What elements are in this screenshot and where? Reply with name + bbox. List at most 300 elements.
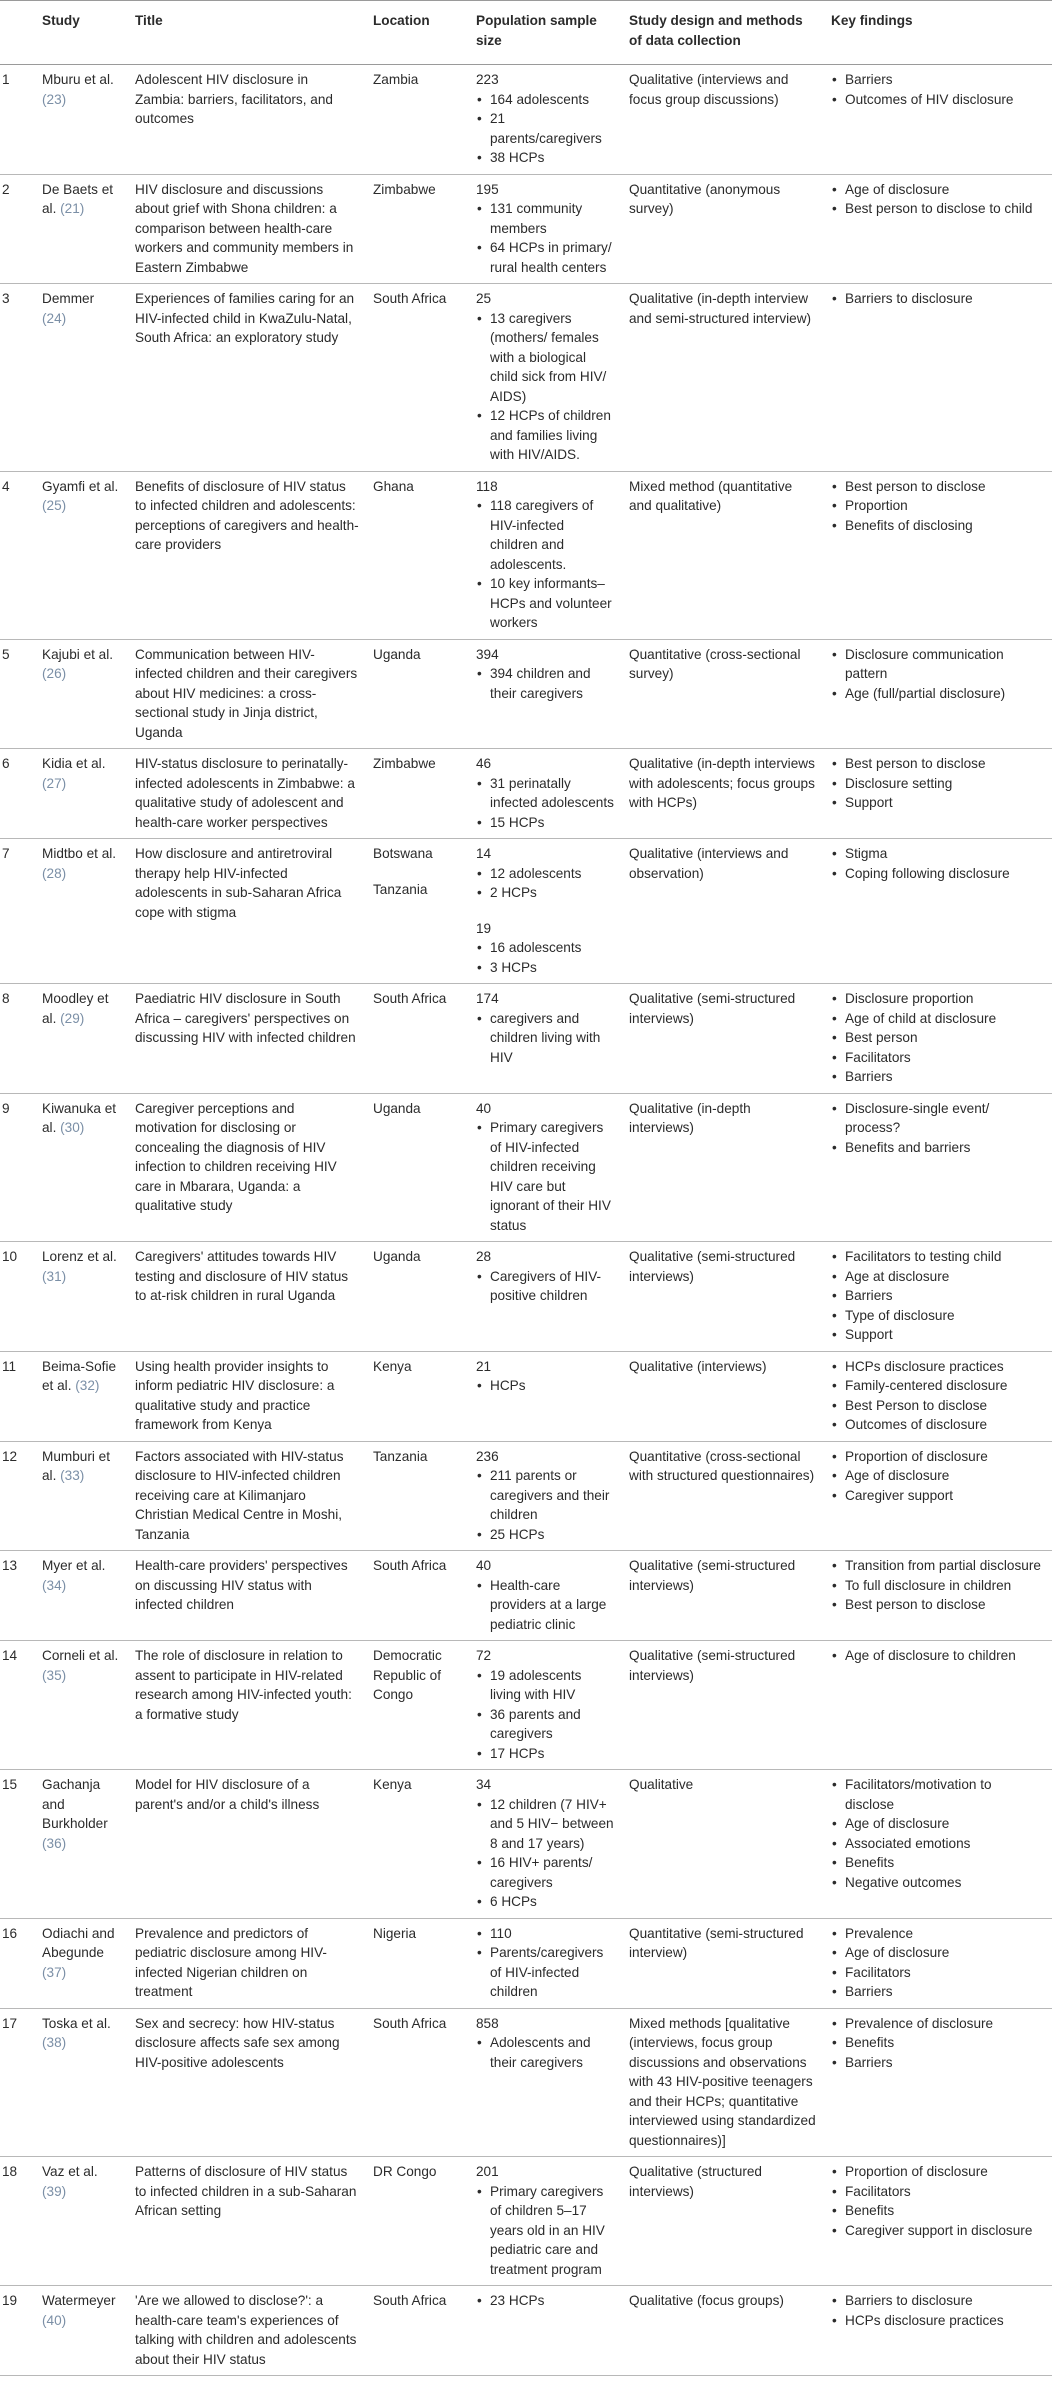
table-row (0, 839, 1052, 984)
population-block (476, 1775, 615, 1912)
study-design: Qualitative (semi-structured interviews) (623, 1242, 825, 1352)
location-name: Ghana (373, 478, 414, 494)
list-item: • 23 HCPs (490, 2291, 615, 2311)
study-design: Qualitative (semi-structured interviews) (623, 1641, 825, 1770)
author-name: Beima-Sofie et al. (42, 1358, 117, 1393)
findings-list (831, 1646, 1044, 1666)
study-location (367, 2008, 470, 2157)
location-name: South Africa (373, 1558, 447, 1573)
population-block (476, 2291, 615, 2311)
location-name: South Africa (373, 2015, 447, 2031)
header-title: Title (129, 1, 367, 65)
study-population (470, 1551, 623, 1641)
table-row (0, 639, 1052, 749)
findings-list (831, 1447, 1044, 1506)
table-row (0, 1770, 1052, 1919)
population-total: 19 (476, 920, 492, 936)
study-number: 15 (0, 1770, 36, 1919)
list-item: • Benefits of disclosing (845, 516, 1044, 536)
study-design: Qualitative (structured interviews) (623, 2157, 825, 2286)
list-item: • Family-centered disclosure (845, 1376, 1044, 1396)
study-population (470, 2286, 623, 2376)
list-item: • 31 perinatally infected adolescents (490, 774, 615, 813)
reference-link: (39) (42, 2183, 67, 2199)
reference-link: (38) (42, 2035, 67, 2050)
list-item: • 16 adolescents (490, 938, 615, 958)
study-location (367, 284, 470, 472)
table-body (0, 65, 1052, 2376)
list-item: • Age of disclosure (845, 1943, 1044, 1963)
list-item: • Support (845, 793, 1044, 813)
list-item: • Barriers (845, 2053, 1044, 2073)
study-author (36, 174, 129, 284)
study-population (470, 1242, 623, 1352)
study-population (470, 1770, 623, 1919)
author-name: Midtbo et al. (42, 846, 117, 861)
author-name: Mumburi et al. (42, 1448, 110, 1483)
study-location (367, 65, 470, 175)
findings-list (831, 1357, 1044, 1435)
list-item: • 164 adolescents (490, 90, 615, 110)
study-author (36, 984, 129, 1094)
key-findings (825, 984, 1052, 1094)
key-findings (825, 839, 1052, 984)
study-author (36, 749, 129, 839)
reference-link: (35) (42, 1667, 67, 1683)
list-item: • Proportion of disclosure (845, 2162, 1044, 2182)
list-item: • Type of disclosure (845, 1306, 1044, 1326)
reference-link: (25) (42, 498, 67, 513)
study-number: 5 (0, 639, 36, 749)
list-item: • Facilitators (845, 2182, 1044, 2202)
list-item: • 21 parents/caregivers (490, 109, 615, 148)
location-name: Tanzania (373, 881, 428, 897)
reference-link: (32) (75, 1378, 100, 1393)
list-item: • 16 HIV+ parents/ caregivers (490, 1853, 615, 1892)
population-block (476, 1357, 615, 1396)
location-name: Tanzania (373, 1448, 428, 1464)
key-findings (825, 65, 1052, 175)
study-number: 2 (0, 174, 36, 284)
list-item: • 2 HCPs (490, 883, 615, 903)
study-author (36, 639, 129, 749)
population-block (476, 1924, 615, 2002)
location-name: Zambia (373, 72, 419, 87)
population-list (476, 864, 615, 903)
list-item: • Age of disclosure (845, 1466, 1044, 1486)
key-findings (825, 1770, 1052, 1919)
author-name: Gachanja and Burkholder (42, 1777, 108, 1831)
study-number: 1 (0, 65, 36, 175)
list-item: • Caregiver support (845, 1486, 1044, 1506)
study-number: 18 (0, 2157, 36, 2286)
table-row (0, 984, 1052, 1094)
list-item: • Barriers (845, 1067, 1044, 1087)
list-item: • Associated emotions (845, 1834, 1044, 1854)
study-design: Mixed methods [qualitative (interviews, focus group discussions and observations with 43 HIV-positive teenagers and their HCPs; quantitative interviewed using standardized questionnaires)] (623, 2008, 825, 2157)
location-name: Uganda (373, 1100, 421, 1116)
location-name: Zimbabwe (373, 181, 436, 197)
study-population (470, 65, 623, 175)
study-author (36, 2157, 129, 2286)
list-item: • Barriers to disclosure (845, 2291, 1044, 2311)
list-item: • Barriers (845, 1982, 1044, 2002)
findings-list (831, 754, 1044, 813)
study-title: Health-care providers' perspectives on discussing HIV status with infected children (129, 1551, 367, 1641)
population-block (476, 289, 615, 465)
list-item: • Proportion of disclosure (845, 1447, 1044, 1467)
population-list (476, 1009, 615, 1068)
population-block (476, 844, 615, 903)
author-name: Lorenz et al. (42, 1249, 117, 1264)
table-header-row (0, 1, 1052, 65)
study-title: Sex and secrecy: how HIV-status disclosure affects safe sex among HIV-positive adolescents (129, 2008, 367, 2157)
study-location (367, 1770, 470, 1919)
study-title: 'Are we allowed to disclose?': a health-care team's experiences of talking with children and adolescents about their HIV status (129, 2286, 367, 2376)
list-item: • HCPs (490, 1376, 615, 1396)
list-item: • Barriers (845, 1286, 1044, 1306)
population-block (476, 1247, 615, 1306)
population-block (476, 1099, 615, 1236)
list-item: • Primary caregivers of HIV-infected children receiving HIV care but ignorant of their HIV status (490, 1118, 615, 1235)
study-author (36, 1093, 129, 1242)
study-number: 13 (0, 1551, 36, 1641)
study-location (367, 1641, 470, 1770)
table-row (0, 471, 1052, 639)
population-total: 25 (476, 291, 492, 306)
list-item: • 6 HCPs (490, 1892, 615, 1912)
list-item: • 64 HCPs in primary/ rural health centers (490, 238, 615, 277)
study-design: Qualitative (semi-structured interviews) (623, 984, 825, 1094)
findings-list (831, 1556, 1044, 1615)
population-total: 223 (476, 72, 499, 87)
study-design: Qualitative (interviews) (623, 1351, 825, 1441)
study-title: Communication between HIV-infected children and their caregivers about HIV medicines: a cross-sectional study in Jinja district, Uganda (129, 639, 367, 749)
list-item: • 12 adolescents (490, 864, 615, 884)
key-findings (825, 2286, 1052, 2376)
list-item: • HCPs disclosure practices (845, 1357, 1044, 1377)
table-row (0, 65, 1052, 175)
key-findings (825, 174, 1052, 284)
header-findings: Key findings (825, 1, 1052, 65)
list-item: • Support (845, 1325, 1044, 1345)
table-row (0, 2286, 1052, 2376)
table-row (0, 1918, 1052, 2008)
location-name: Zimbabwe (373, 756, 436, 771)
reference-link: (30) (60, 1120, 85, 1135)
list-item: • 25 HCPs (490, 1525, 615, 1545)
study-title: Model for HIV disclosure of a parent's and/or a child's illness (129, 1770, 367, 1919)
key-findings (825, 1242, 1052, 1352)
study-number: 7 (0, 839, 36, 984)
location-name: Kenya (373, 1777, 412, 1792)
population-list (476, 1267, 615, 1306)
study-number: 11 (0, 1351, 36, 1441)
list-item: • Benefits (845, 2033, 1044, 2053)
key-findings (825, 1551, 1052, 1641)
study-population (470, 284, 623, 472)
population-block (476, 1447, 615, 1545)
reference-link: (21) (60, 201, 85, 216)
study-location (367, 1441, 470, 1551)
list-item: • Best Person to disclose (845, 1396, 1044, 1416)
list-item: • Best person to disclose (845, 754, 1044, 774)
population-block (476, 919, 615, 978)
population-list (476, 309, 615, 465)
key-findings (825, 749, 1052, 839)
study-design: Quantitative (anonymous survey) (623, 174, 825, 284)
header-location: Location (367, 1, 470, 65)
list-item: • 110 (490, 1924, 615, 1944)
location-name: South Africa (373, 2293, 447, 2308)
study-number: 9 (0, 1093, 36, 1242)
findings-list (831, 844, 1044, 883)
list-item: • To full disclosure in children (845, 1576, 1044, 1596)
key-findings (825, 2008, 1052, 2157)
study-design: Qualitative (focus groups) (623, 2286, 825, 2376)
population-total: 14 (476, 846, 492, 861)
study-population (470, 1351, 623, 1441)
list-item: • Prevalence of disclosure (845, 2014, 1044, 2034)
list-item: • Facilitators to testing child (845, 1247, 1044, 1267)
study-population (470, 2157, 623, 2286)
study-design: Quantitative (cross-sectional survey) (623, 639, 825, 749)
population-total: 72 (476, 1648, 492, 1663)
table-row (0, 284, 1052, 472)
study-number: 4 (0, 471, 36, 639)
study-design: Qualitative (semi-structured interviews) (623, 1551, 825, 1641)
study-author (36, 1551, 129, 1641)
population-list (476, 90, 615, 168)
list-item: • Outcomes of disclosure (845, 1415, 1044, 1435)
list-item: • Parents/caregivers of HIV-infected children (490, 1943, 615, 2002)
header-design: Study design and methods of data collection (623, 1, 825, 65)
study-title: HIV-status disclosure to perinatally-infected adolescents in Zimbabwe: a qualitative study of adolescent and health-care worker perspectives (129, 749, 367, 839)
population-total: 28 (476, 1249, 492, 1264)
list-item: • HCPs disclosure practices (845, 2311, 1044, 2331)
study-author (36, 471, 129, 639)
location-name: Kenya (373, 1358, 412, 1374)
findings-list (831, 180, 1044, 219)
list-item: • Facilitators (845, 1048, 1044, 1068)
study-design: Mixed method (quantitative and qualitative) (623, 471, 825, 639)
study-title: The role of disclosure in relation to assent to participate in HIV-related research among HIV-infected youth: a formative study (129, 1641, 367, 1770)
findings-list (831, 989, 1044, 1087)
population-block (476, 70, 615, 168)
reference-link: (28) (42, 865, 67, 881)
list-item: • caregivers and children living with HIV (490, 1009, 615, 1068)
list-item: • Disclosure proportion (845, 989, 1044, 1009)
population-list (476, 2182, 615, 2280)
study-location (367, 2157, 470, 2286)
study-title: Caregiver perceptions and motivation for disclosing or concealing the diagnosis of HIV infection to children receiving HIV care in Mbarara, Uganda: a qualitative study (129, 1093, 367, 1242)
study-author (36, 1242, 129, 1352)
study-number: 3 (0, 284, 36, 472)
list-item: • Negative outcomes (845, 1873, 1044, 1893)
population-block (476, 754, 615, 832)
table-row (0, 2157, 1052, 2286)
findings-list (831, 1924, 1044, 2002)
study-location (367, 1093, 470, 1242)
list-item: • Adolescents and their caregivers (490, 2033, 615, 2072)
author-name: Kajubi et al. (42, 646, 114, 662)
study-location (367, 749, 470, 839)
author-name: Gyamfi et al. (42, 478, 119, 494)
reference-link: (37) (42, 1964, 67, 1980)
reference-link: (26) (42, 666, 67, 681)
study-design: Qualitative (623, 1770, 825, 1919)
list-item: • Outcomes of HIV disclosure (845, 90, 1044, 110)
population-total: 858 (476, 2015, 499, 2031)
location-name: Botswana (373, 846, 433, 861)
population-list (476, 1466, 615, 1544)
reference-link: (40) (42, 2312, 67, 2328)
findings-list (831, 1247, 1044, 1345)
key-findings (825, 471, 1052, 639)
reference-link: (29) (60, 1010, 85, 1026)
list-item: • 131 community members (490, 199, 615, 238)
reference-link: (27) (42, 775, 67, 791)
location-name: DR Congo (373, 2164, 437, 2179)
study-population (470, 1441, 623, 1551)
author-name: Mburu et al. (42, 72, 114, 87)
list-item: • Benefits (845, 1853, 1044, 1873)
list-item: • Benefits and barriers (845, 1138, 1044, 1158)
study-design: Qualitative (interviews and focus group discussions) (623, 65, 825, 175)
study-location (367, 1918, 470, 2008)
population-block (476, 2014, 615, 2073)
study-author (36, 1351, 129, 1441)
study-number: 16 (0, 1918, 36, 2008)
table-row (0, 1641, 1052, 1770)
table-row (0, 1551, 1052, 1641)
list-item: • 3 HCPs (490, 958, 615, 978)
location-name: South Africa (373, 291, 447, 306)
key-findings (825, 284, 1052, 472)
author-name: Moodley et al. (42, 991, 109, 1026)
findings-list (831, 645, 1044, 704)
list-item: • Best person to disclose (845, 477, 1044, 497)
list-item: • Best person to disclose (845, 1595, 1044, 1615)
list-item: • 13 caregivers (mothers/ females with a biological child sick from HIV/ AIDS) (490, 309, 615, 407)
study-design: Quantitative (semi-structured interview) (623, 1918, 825, 2008)
author-name: Odiachi and Abegunde (42, 1925, 115, 1960)
findings-list (831, 70, 1044, 109)
population-block (476, 2162, 615, 2279)
table-row (0, 1441, 1052, 1551)
list-item: • Disclosure setting (845, 774, 1044, 794)
list-item: • 12 children (7 HIV+ and 5 HIV− between 8 and 17 years) (490, 1795, 615, 1854)
study-title: Using health provider insights to inform pediatric HIV disclosure: a qualitative study and practice framework from Kenya (129, 1351, 367, 1441)
author-name: Demmer (42, 291, 95, 306)
study-location (367, 1551, 470, 1641)
list-item: • 10 key informants– HCPs and volunteer workers (490, 574, 615, 633)
study-number: 19 (0, 2286, 36, 2376)
author-name: Myer et al. (42, 1558, 106, 1573)
list-item: • Stigma (845, 844, 1044, 864)
study-location (367, 1242, 470, 1352)
study-location (367, 984, 470, 1094)
study-design: Qualitative (in-depth interviews) (623, 1093, 825, 1242)
population-total: 40 (476, 1558, 492, 1573)
author-name: Kiwanuka et al. (42, 1100, 117, 1135)
table-row (0, 1242, 1052, 1352)
author-name: Watermeyer (42, 2293, 116, 2308)
population-list (476, 1666, 615, 1764)
findings-list (831, 289, 1044, 309)
location-name: Uganda (373, 646, 421, 662)
reference-link: (31) (42, 1268, 67, 1284)
population-block (476, 1556, 615, 1634)
study-population (470, 1093, 623, 1242)
study-title: Benefits of disclosure of HIV status to infected children and adolescents: perceptions of caregivers and health-care providers (129, 471, 367, 639)
list-item: • Transition from partial disclosure (845, 1556, 1044, 1576)
location-name: Democratic Republic of Congo (373, 1648, 442, 1702)
location-name: South Africa (373, 991, 447, 1006)
population-list (476, 774, 615, 833)
header-num (0, 1, 36, 65)
study-title: Caregivers' attitudes towards HIV testing and disclosure of HIV status to at-risk children in rural Uganda (129, 1242, 367, 1352)
population-list (476, 1118, 615, 1235)
location-name: Uganda (373, 1249, 421, 1264)
list-item: • Age of disclosure to children (845, 1646, 1044, 1666)
list-item: • 118 caregivers of HIV-infected children and adolescents. (490, 496, 615, 574)
reference-link: (36) (42, 1835, 67, 1851)
findings-list (831, 2014, 1044, 2073)
list-item: • 17 HCPs (490, 1744, 615, 1764)
key-findings (825, 639, 1052, 749)
study-number: 8 (0, 984, 36, 1094)
population-list (476, 2033, 615, 2072)
study-design: Qualitative (interviews and observation) (623, 839, 825, 984)
key-findings (825, 1918, 1052, 2008)
population-list (476, 664, 615, 703)
study-number: 12 (0, 1441, 36, 1551)
population-list (476, 1795, 615, 1912)
list-item: • Facilitators/motivation to disclose (845, 1775, 1044, 1814)
key-findings (825, 1093, 1052, 1242)
reference-link: (34) (42, 1577, 67, 1593)
list-item: • Age at disclosure (845, 1267, 1044, 1287)
list-item: • Disclosure communication pattern (845, 645, 1044, 684)
reference-link: (24) (42, 310, 67, 326)
study-title: Prevalence and predictors of pediatric disclosure among HIV-infected Nigerian children on treatment (129, 1918, 367, 2008)
study-author (36, 65, 129, 175)
population-block (476, 989, 615, 1067)
table-row (0, 1351, 1052, 1441)
reference-link: (33) (60, 1468, 85, 1483)
study-location (367, 639, 470, 749)
population-total: 174 (476, 991, 499, 1006)
list-item: • Benefits (845, 2201, 1044, 2221)
table-row (0, 749, 1052, 839)
study-number: 10 (0, 1242, 36, 1352)
study-design: Qualitative (in-depth interview and semi-structured interview) (623, 284, 825, 472)
study-location (367, 2286, 470, 2376)
findings-list (831, 2162, 1044, 2240)
key-findings (825, 1641, 1052, 1770)
list-item: • 211 parents or caregivers and their children (490, 1466, 615, 1525)
list-item: • Health-care providers at a large pediatric clinic (490, 1576, 615, 1635)
study-author (36, 2008, 129, 2157)
study-author (36, 839, 129, 984)
list-item: • Best person (845, 1028, 1044, 1048)
population-total: 236 (476, 1448, 499, 1464)
study-author (36, 2286, 129, 2376)
population-total: 118 (476, 478, 498, 494)
study-population (470, 1918, 623, 2008)
author-name: Toska et al. (42, 2015, 111, 2031)
